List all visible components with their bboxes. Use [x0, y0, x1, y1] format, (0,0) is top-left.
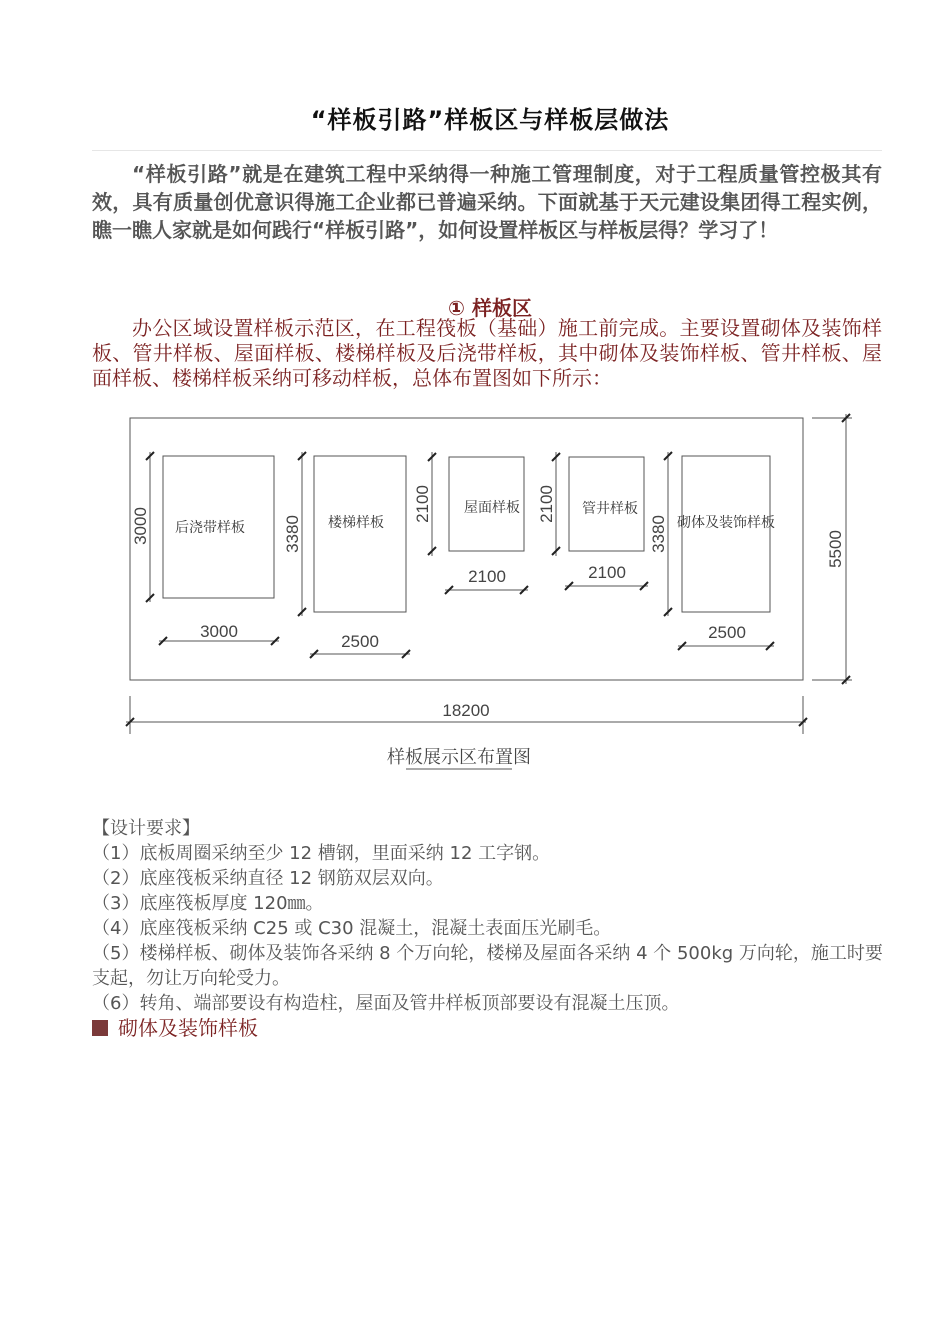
dim-height-3: 2100: [413, 485, 432, 523]
masonry-subheading: [92, 1015, 258, 1041]
section-heading: ① 样板区: [448, 296, 532, 320]
diagram-caption: 样板展示区布置图: [387, 747, 531, 767]
board-label-4: 管井样板: [582, 502, 638, 517]
square-bullet-icon: [92, 1020, 108, 1036]
dim-width-5: 2500: [708, 623, 746, 642]
board-label-2: 楼梯样板: [328, 516, 384, 531]
layout-diagram: [0, 400, 950, 780]
design-requirements: [92, 816, 884, 1016]
requirement-item: （6）转角、端部要设有构造柱，屋面及管井样板顶部要设有混凝土压顶。: [92, 993, 680, 1014]
dim-width-2: 2500: [341, 632, 379, 651]
board-label-1: 后浇带样板: [175, 521, 245, 536]
dim-height-2: 3380: [283, 515, 302, 553]
requirement-item: （2）底座筏板采纳直径 12 钢筋双层双向。: [92, 868, 444, 889]
requirement-item: （3）底座筏板厚度 120㎜。: [92, 893, 324, 914]
dim-width-1: 3000: [200, 622, 238, 641]
dim-width-4: 2100: [588, 563, 626, 582]
requirement-item: （1）底板周圈采纳至少 12 槽钢，里面采纳 12 工字钢。: [92, 843, 551, 864]
board-rect-5: [682, 456, 770, 612]
page-title: “样板引路”样板区与样板层做法: [310, 106, 670, 134]
intro-paragraph: “样板引路”就是在建筑工程中采纳得一种施工管理制度，对于工程质量管控极其有效，具有质量创优意识得施工企业都已普遍采纳。下面就基于天元建设集团得工程实例，瞧一瞧人家就是如何践行“样板引路”，如何设置样板区与样板层得？学习了！: [92, 162, 882, 242]
dim-width-3: 2100: [468, 567, 506, 586]
dim-total-height: 5500: [826, 530, 845, 568]
dim-height-1: 3000: [131, 507, 150, 545]
requirement-item: （5）楼梯样板、砌体及装饰各采纳 8 个万向轮，楼梯及屋面各采纳 4 个 500kg 万向轮，施工时要支起，勿让万向轮受力。: [92, 943, 883, 989]
dim-height-5: 3380: [649, 515, 668, 553]
requirements-heading: 【设计要求】: [92, 818, 200, 839]
section-paragraph: 办公区域设置样板示范区，在工程筏板（基础）施工前完成。主要设置砌体及装饰样板、管井样板、屋面样板、楼梯样板及后浇带样板，其中砌体及装饰样板、管井样板、屋面样板、楼梯样板采纳可移动样板，总体布置图如下所示：: [92, 316, 882, 390]
board-label-3: 屋面样板: [464, 501, 520, 516]
board-label-5: 砌体及装饰样板: [677, 516, 775, 531]
subheading-text: 砌体及装饰样板: [118, 1016, 258, 1040]
dim-height-4: 2100: [537, 485, 556, 523]
board-rect-2: [314, 456, 406, 612]
title-divider: [92, 150, 882, 151]
dim-total-width: 18200: [442, 701, 490, 720]
requirement-item: （4）底座筏板采纳 C25 或 C30 混凝土，混凝土表面压光刷毛。: [92, 918, 612, 939]
